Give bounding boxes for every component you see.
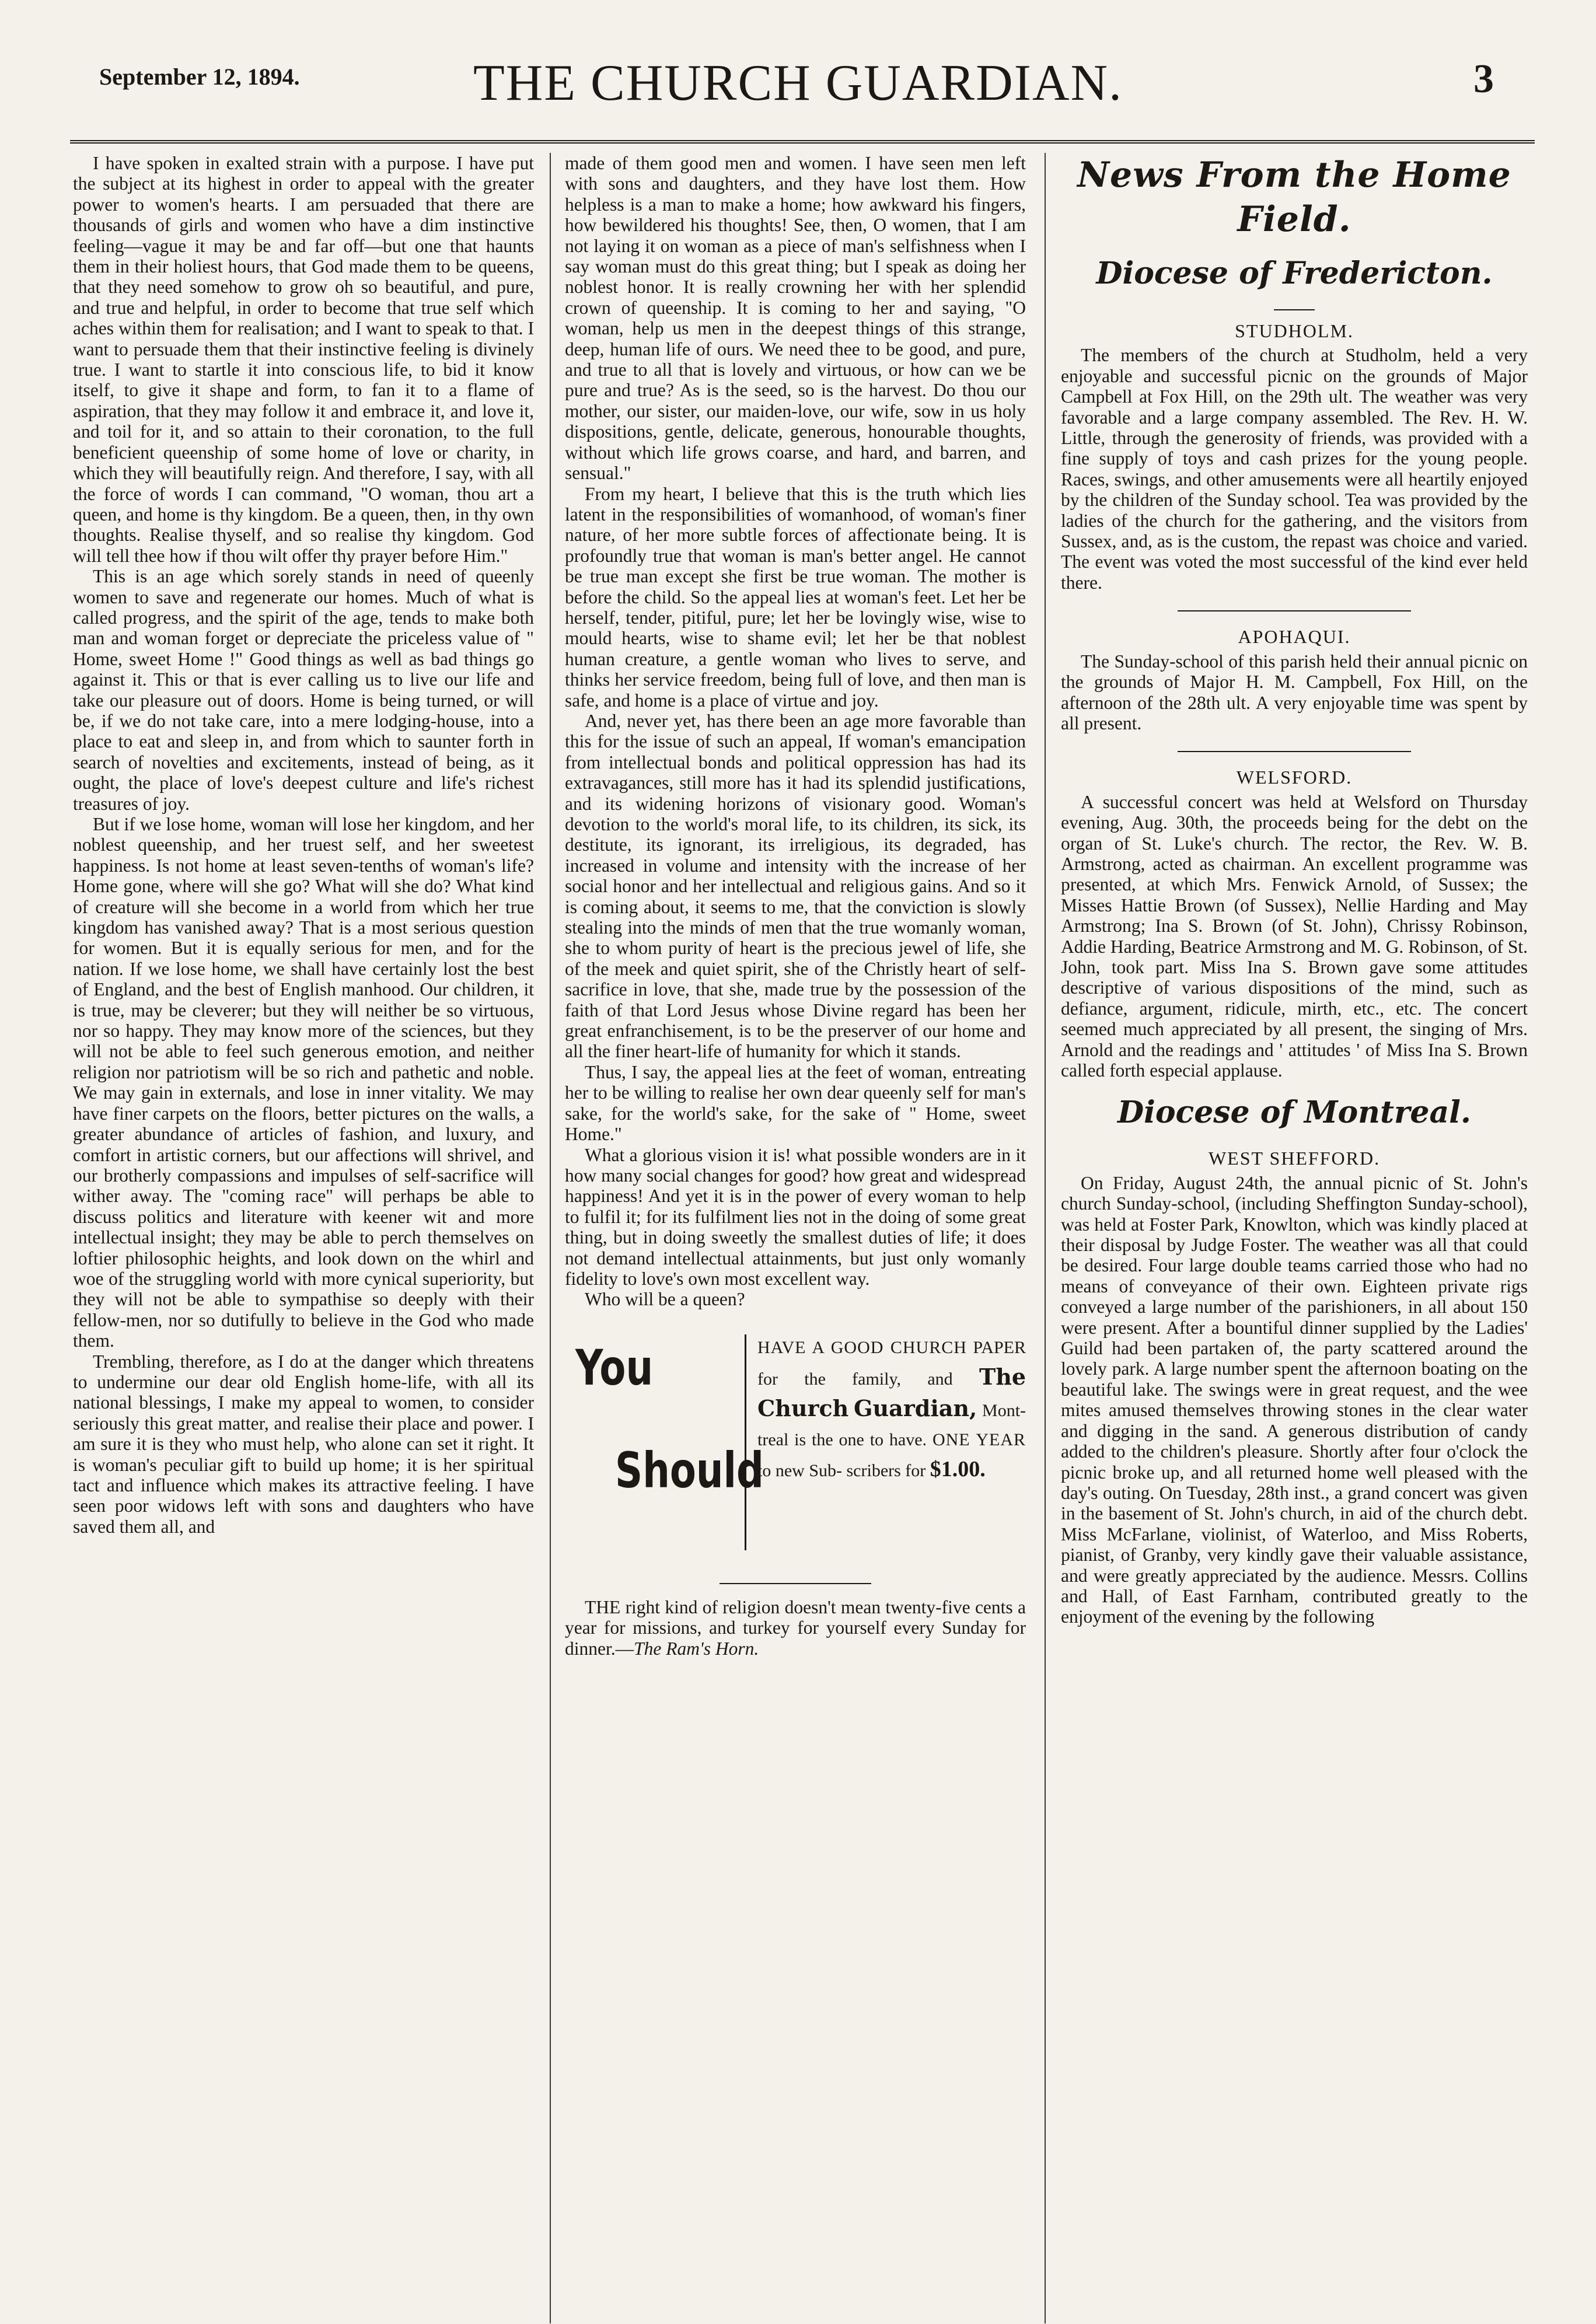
place-heading: STUDHOLM. <box>1235 320 1354 341</box>
news-paragraph: The members of the church at Studholm, held a very enjoyable and successful picnic on the grounds of Major Campbell at Fox Hill, on the 29th ult. The weather was very favorable and a large company assembled. The Rev. H. W. Little, through the generosity of friends, was provided with a fine supply of toys and cash prizes for the young people. Races, swings, and other amusements were all heartily enjoyed by the children of the Sunday school. Tea was provided by the ladies of the church for the gathering, and the visitors from Sussex, and, as is the custom, the repast was choice and varied. The event was voted the most successful of the kind ever held there. <box>1061 345 1528 593</box>
separator-rule <box>1178 610 1411 611</box>
news-paragraph: The Sunday-school of this parish held their annual picnic on the grounds of Major H. M. Campbell, Fox Hill, on the afternoon of the 28th ult. A very enjoyable time was spent by all present. <box>1061 651 1528 733</box>
ad-brace <box>745 1334 752 1550</box>
place-heading: WELSFORD. <box>1236 767 1353 788</box>
issue-date: September 12, 1894. <box>99 64 300 90</box>
header-rule <box>70 140 1535 144</box>
column-divider <box>550 153 551 2323</box>
article-paragraph: This is an age which sorely stands in need of queenly women to save and regenerate our homes. Much of what is called progress, and the spirit of the age, tends to make both man and woman forget or depreciate the priceless value of " Home, sweet Home !" Good things as well as bad things go against it. This or that is ever calling us to live our life and take our pleasure out of doors. Home is being turned, or will be, if we do not take care, into a mere lodging-house, into a place to eat and sleep in, and from which to saunter forth in search of novelties and excitements, instead of being, as it ought, the place of love's deepest culture and life's richest treasures of joy. <box>73 566 534 814</box>
article-paragraph: But if we lose home, woman will lose her kingdom, and her noblest queenship, and her truest self, and her sweetest happiness. Is not home at least seven-tenths of woman's life? Home gone, where will she go? What will she do? What kind of creature will she become in a world from which her true kingdom has vanished away? That is a most serious question for women. But it is equally serious for men, and for the nation. If we lose home, we shall have certainly lost the best of England, and the best of English manhood. Our children, it is true, may be cleverer; but they will neither be so virtuous, nor so happy. They may know more of the sciences, but they will not be able to feel such generous emotion, and neither religion nor patriotism will be so rich and pathetic and noble. We may gain in externals, and lose in inner vitality. We may have finer carpets on the floors, better pictures on the walls, a greater abundance of articles of fashion, and luxury, and comfort in artistic corners, but our affections will shrivel, and our brotherly compassions and impulses of self-sacrifice will wither away. The "coming race" will perhaps be able to discuss politics and literature with keener wit and more intellectual insight; they may be able to perch themselves on loftier philosophic heights, and look down on the whirl and woe of the struggling world with more cynical superiority, but they will not be able to sympathise so deeply with their fellow-men, nor so dutifully to believe in the God who made them. <box>73 814 534 1351</box>
ad-price: $1.00. <box>930 1456 986 1481</box>
article-paragraph: Thus, I say, the appeal lies at the feet of woman, entreating her to be willing to realise her own dear queenly self for man's sake, for the world's sake, for the sake of " Home, sweet Home." <box>565 1061 1026 1145</box>
closing-text: THE right kind of religion doesn't mean twenty-five cents a year for missions, and turkey for yourself every Sunday for dinner.— <box>565 1596 1026 1659</box>
ad-text <box>757 1333 1026 1486</box>
article-paragraph: made of them good men and women. I have seen men left with sons and daughters, and they have lost them. How helpless is a man to make a home; how awkward his fingers, how bewildered his thoughts! See, then, O women, that I am not laying it on woman as a piece of man's selfishness when I say woman must do this great thing; but I speak as doing her noblest honor. It is really crowning her with her splendid crown of queenship. It is coming to her and saying, "O woman, help us men in the deepest things of this strange, deep, human life of ours. We need thee to be good, and pure, and true to all that is lovely and virtuous, or how can we be pure and true? As is the seed, so is the harvest. Do thou our mother, our sister, our maiden-love, our wife, sow in us holy dispositions, gentle, delicate, generous, honourable thoughts, without which life grows coarse, and hard, and barren, and sensual." <box>565 153 1026 484</box>
separator-rule <box>1274 309 1315 310</box>
closing-paragraph <box>565 1597 1026 1659</box>
ad-line: and <box>927 1369 953 1389</box>
news-paragraph: A successful concert was held at Welsford on Thursday evening, Aug. 30th, the proceeds being for the debt on the organ of St. Luke's church. The rector, the Rev. W. B. Armstrong, acted as chairman. An excellent programme was presented, at which Mrs. Fenwick Arnold, of Sussex; the Misses Hattie Brown (of Sussex), Nellie Harding and May Armstrong; Ina S. Brown (of St. John), Chrissy Robinson, Addie Harding, Beatrice Armstrong and M. G. Robinson, of St. John, took part. Miss Ina S. Brown gave some attitudes descriptive of various dispositions of the mind, such as defiance, argument, ridicule, mirth, etc., etc. The concert seemed much appreciated by all present, the singing of Mrs. Arnold and the readings and ' attitudes ' of Miss Ina S. Brown called forth especial applause. <box>1061 791 1528 1081</box>
ad-line: Mont- <box>982 1400 1026 1420</box>
ad-line: scribers for <box>846 1460 926 1480</box>
article-paragraph: And, never yet, has there been an age more favorable than this for the issue of such an appeal, If woman's emancipation from intellectual bonds and political oppression has had its extravagances, still more has it had its splendid justifications, and its widening horizons of visionary good. Woman's devotion to the world's moral life, to its children, its sick, its destitute, its ignorant, its irreligious, its degraded, has increased in volume and intensity with the increase of her social honor and her intellectual and religious gains. And so it is coming about, it seems to me, that the conviction is slowly stealing into the minds of men that the true womanly woman, she to whom purity of heart is the precious jewel of life, she of the meek and quiet spirit, she of the Christly heart of self-sacrifice in love, that she, made true by the possession of the faith of that Lord Jesus whose Divine regard has been her great enfranchisement, is to be the preserver of our home and all the finer heart-life of humanity for which it stands. <box>565 710 1026 1062</box>
ad-line: PAPER for the family, <box>757 1337 1026 1389</box>
column-3 <box>1061 153 1528 1627</box>
article-paragraph: I have spoken in exalted strain with a purpose. I have put the subject at its highest in order to appeal with the greater power to women's hearts. I am persuaded that there are thousands of girls and women who have a dim instinctive feeling—vague it may be and far off—but one that haunts them in their holiest hours, that God made them to be queens, that they need somehow to grow oh so beautiful, and pure, and true and helpful, in order to become that true self which aches within them for realisation; and I want to speak to that. I want to persuade them that their instinctive feeling is divinely true. I want to startle it into conscious life, to bid it know itself, to give it shape and form, to fan it to a flame of aspiration, that they may follow it and embrace it, and love it, and toil for it, and so attain to their coronation, to the full beneficient queenship of some home of love or charity, in which they will beautifully reign. And therefore, I say, with all the force of words I can command, "O woman, thou art a queen, and home is thy kingdom. Be a queen, then, in thy own thoughts. Realise thyself, and so realise thy kingdom. God will tell thee how if thou wilt offer thy prayer before Him." <box>73 153 534 566</box>
ad-paper-name: The Church <box>757 1363 1026 1421</box>
page-number: 3 <box>1473 57 1494 102</box>
article-paragraph: From my heart, I believe that this is the truth which lies latent in the responsibilities of womanhood, of woman's finer nature, of her more subtle forces of affectionate being. It is profoundly true that woman is man's better angel. He cannot be true man except she first be true woman. The mother is before the child. So the appeal lies at woman's feet. Let her be herself, tender, pitiful, pure; let her be lovingly wise, wise to mould hearts, wise to shame evil; let her be that noblest human creature, a gentle woman who lives to serve, and thinks her service freedom, being full of love, and then man is safe, and home is a place of virtue and joy. <box>565 483 1026 711</box>
masthead-title: THE CHURCH GUARDIAN. <box>473 55 1123 111</box>
separator-rule <box>1178 751 1411 752</box>
news-paragraph: On Friday, August 24th, the annual picnic of St. John's church Sunday-school, (including Sheffington Sunday-school), was held at Foster Park, Knowlton, which was kindly placed at their disposal by Judge Foster. The weather was all that could be desired. Four large double teams carried those who had no means of conveyance of their own. Eighteen private rigs conveyed a large number of the parishioners, in all about 150 were present. After a bountiful dinner supplied by the Ladies' Guild had been partaken of, the party scattered around the lovely park. A large number spent the afternoon boating on the beautiful lake. The swings were in great request, and the wee mites amused themselves throwing stones in the clear water and digging in the sand. A generous distribution of candy added to the children's pleasure. Shortly after four o'clock the picnic broke up, and all returned home well pleased with the day's outing. On Tuesday, 28th inst., a grand concert was given in the basement of St. John's church, in aid of the church debt. Miss McFarlane, violinist, of Waterloo, and Miss Roberts, pianist, of Granby, very kindly gave their valuable assistance, and were greatly appreciated by the audience. Messrs. Collins and Hall, of East Farnham, contributed greatly to the enjoyment of the evening by the following <box>1061 1172 1528 1627</box>
ad-line: ONE YEAR <box>932 1430 1026 1449</box>
ad-line: HAVE A GOOD CHURCH <box>757 1337 967 1357</box>
subscription-advertisement <box>565 1330 1026 1563</box>
diocese-heading: Diocese of Montreal. <box>1117 1095 1471 1131</box>
separator-rule <box>720 1583 871 1584</box>
place-heading: APOHAQUI. <box>1238 626 1351 648</box>
article-paragraph: Who will be a queen? <box>585 1289 745 1310</box>
column-1 <box>73 153 534 1537</box>
ad-line: to new Sub- <box>757 1460 842 1480</box>
ad-paper-name: Guardian, <box>854 1395 977 1421</box>
article-paragraph: What a glorious vision it is! what possible wonders are in it how many social changes for good? how great and widespread happiness! And yet it is in the power of every woman to help to fulfil it; for its fulfilment lies not in the doing of some great thing, but in doing sweetly the smallest duties of life; it does not demand intellectual attainments, but just only womanly fidelity to love's own most excellent way. <box>565 1144 1026 1289</box>
ad-word-you: You <box>575 1339 654 1396</box>
column-divider <box>1045 153 1046 2323</box>
ad-line: treal is the one to have. <box>757 1430 927 1449</box>
section-heading: News From the Home Field. <box>1077 155 1511 240</box>
place-heading: WEST SHEFFORD. <box>1208 1148 1381 1169</box>
article-paragraph: Trembling, therefore, as I do at the danger which threatens to undermine our dear old English home-life, with all its national blessings, I make my appeal to women, to consider seriously this great matter, and realise their place and power. I am sure it is they who must help, who alone can set it right. It is woman's peculiar gift to build up home; it is her spiritual tact and influence which makes its attractive feeling. I have seen poor widows left with sons and daughters who have saved them all, and <box>73 1351 534 1537</box>
closing-source: The Ram's Horn. <box>634 1638 759 1659</box>
diocese-heading: Diocese of Fredericton. <box>1096 256 1493 291</box>
ad-word-should: Should <box>615 1441 764 1499</box>
column-2 <box>565 153 1026 1659</box>
